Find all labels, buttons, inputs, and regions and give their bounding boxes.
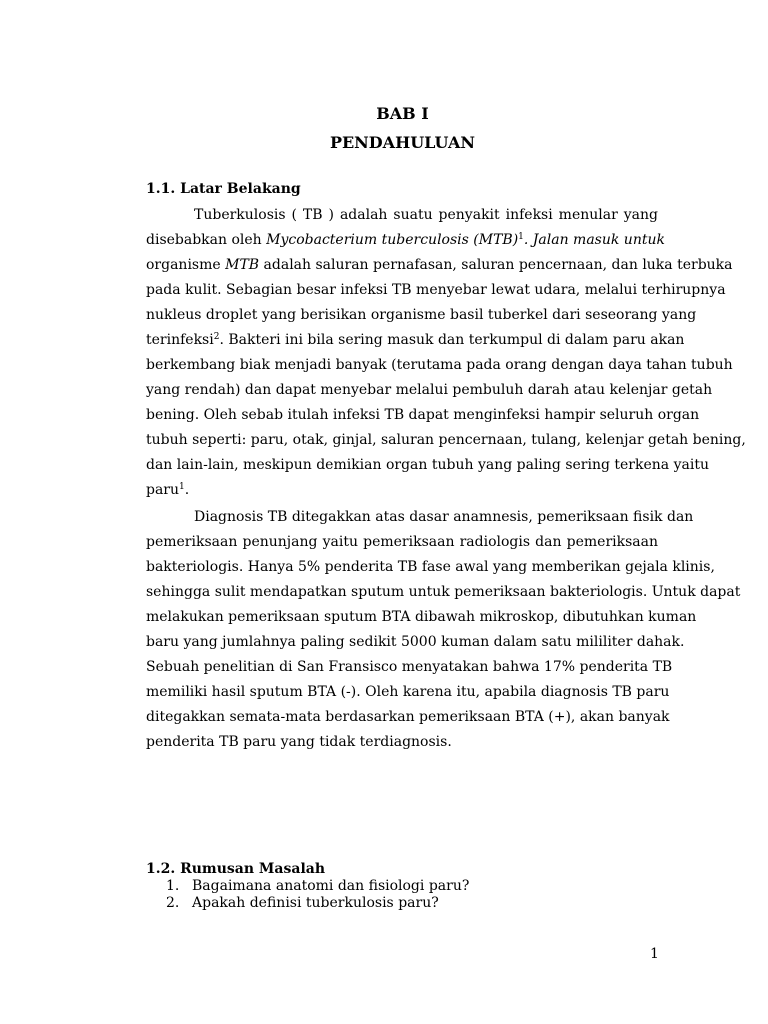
section-heading-latar-belakang: 1.1. Latar Belakang [146,181,301,197]
paragraph-line: Tuberkulosis ( TB ) adalah suatu penyakit infeksi menular yang [194,207,658,223]
paragraph-line: bening. Oleh sebab itulah infeksi TB dapat menginfeksi hampir seluruh organ [146,407,700,423]
paragraph-line: berkembang biak menjadi banyak (terutama pada orang dengan daya tahan tubuh [146,357,733,373]
paragraph-line: Sebuah penelitian di San Fransisco menyatakan bahwa 17% penderita TB [146,659,673,675]
paragraph-line: penderita TB paru yang tidak terdiagnosis. [146,734,452,750]
paragraph-line: organisme MTB adalah saluran pernafasan, saluran pencernaan, dan luka terbuka [146,257,733,273]
paragraph-line: Diagnosis TB ditegakkan atas dasar anamnesis, pemeriksaan fisik dan [194,509,694,525]
list-item [166,895,469,912]
paragraph-tuberkulosis [146,203,746,503]
paragraph-diagnosis [146,505,741,755]
list-item-text: Apakah definisi tuberkulosis paru? [192,895,439,911]
problem-list [166,878,469,912]
paragraph-line: paru$^1$. [146,482,190,498]
page-number: 1 [650,946,659,962]
list-item [166,878,469,895]
paragraph-line: bakteriologis. Hanya 5% penderita TB fase awal yang memberikan gejala klinis, [146,559,715,575]
paragraph-line: disebabkan oleh Mycobacterium tuberculosis (MTB)$^1$. Jalan masuk untuk [146,232,665,248]
paragraph-line: tubuh seperti: paru, otak, ginjal, saluran pencernaan, tulang, kelenjar getah bening, [146,432,746,448]
paragraph-line: melakukan pemeriksaan sputum BTA dibawah mikroskop, dibutuhkan kuman [146,609,697,625]
list-item-number: 1. [166,878,180,894]
paragraph-line: baru yang jumlahnya paling sedikit 5000 kuman dalam satu mililiter dahak. [146,634,685,650]
paragraph-line: pemeriksaan penunjang yaitu pemeriksaan radiologis dan pemeriksaan [146,534,658,550]
paragraph-line: dan lain-lain, meskipun demikian organ tubuh yang paling sering terkena yaitu [146,457,709,473]
paragraph-line: nukleus droplet yang berisikan organisme basil tuberkel dari seseorang yang [146,307,697,323]
list-item-number: 2. [166,895,180,911]
paragraph-line: ditegakkan semata-mata berdasarkan pemeriksaan BTA (+), akan banyak [146,709,670,725]
section-heading-rumusan-masalah: 1.2. Rumusan Masalah [146,861,326,877]
paragraph-line: memiliki hasil sputum BTA (-). Oleh karena itu, apabila diagnosis TB paru [146,684,670,700]
chapter-title: PENDAHULUAN [329,133,476,152]
paragraph-line: pada kulit. Sebagian besar infeksi TB menyebar lewat udara, melalui terhirupnya [146,282,726,298]
paragraph-line: terinfeksi$^2$. Bakteri ini bila sering masuk dan terkumpul di dalam paru akan [146,332,685,348]
paragraph-line: sehingga sulit mendapatkan sputum untuk pemeriksaan bakteriologis. Untuk dapat [146,584,741,600]
chapter-label: BAB I [376,104,429,123]
list-item-text: Bagaimana anatomi dan fisiologi paru? [192,878,470,894]
paragraph-line: yang rendah) dan dapat menyebar melalui pembuluh darah atau kelenjar getah [146,382,713,398]
